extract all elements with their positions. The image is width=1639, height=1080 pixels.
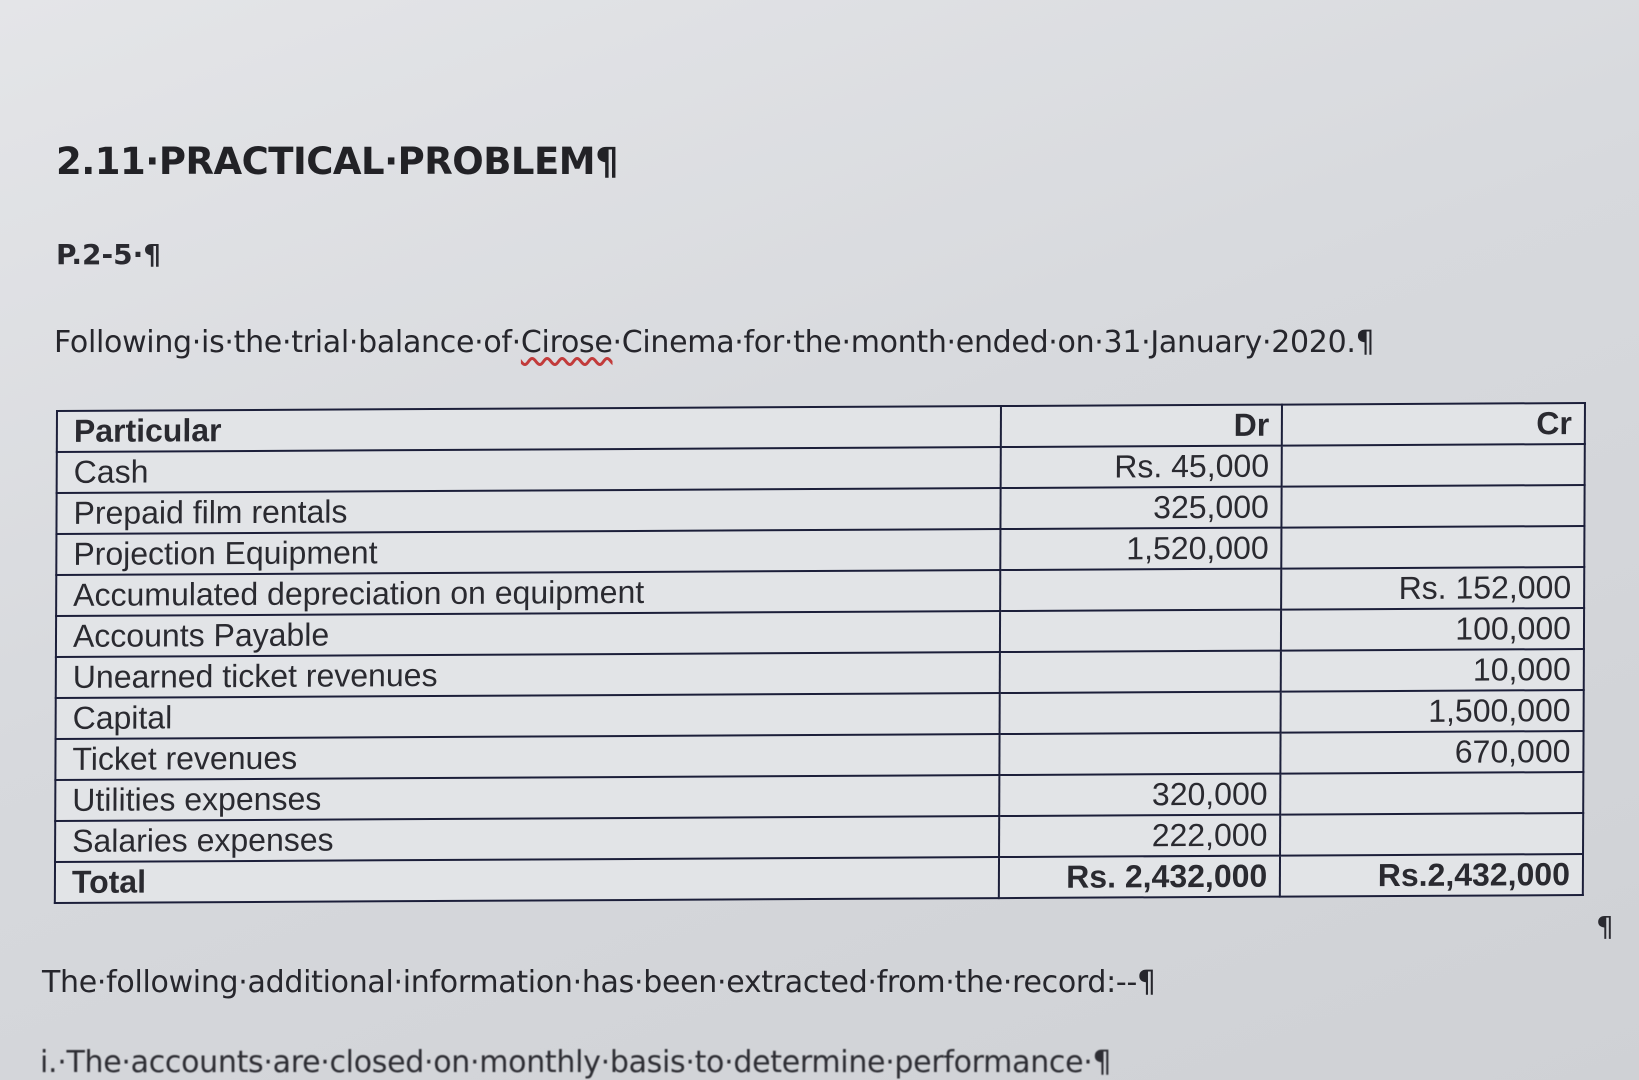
cell-particular: Ticket revenues xyxy=(55,734,999,780)
header-cr: Cr xyxy=(1282,403,1585,446)
cell-cr xyxy=(1280,813,1583,856)
cell-particular: Accumulated depreciation on equipment xyxy=(56,570,1000,616)
cell-cr: 670,000 xyxy=(1281,731,1584,774)
table-total-row xyxy=(55,854,1583,903)
header-dr: Dr xyxy=(1000,405,1282,447)
intro-paragraph xyxy=(54,325,1374,360)
section-heading: 2.11·PRACTICAL·PROBLEM¶ xyxy=(56,140,619,183)
cell-particular: Accounts Payable xyxy=(56,611,1000,657)
cell-particular: Salaries expenses xyxy=(55,816,999,862)
cell-cr: 100,000 xyxy=(1281,608,1584,651)
cell-cr xyxy=(1282,485,1585,528)
cell-dr: 320,000 xyxy=(999,774,1281,816)
cell-dr xyxy=(999,610,1281,652)
cell-dr: 222,000 xyxy=(999,815,1281,857)
cell-cr xyxy=(1281,772,1584,815)
list-item-i: i.·The·accounts·are·closed·on·monthly·basis·to·determine·performance·¶ xyxy=(40,1045,1112,1080)
cell-cr: 10,000 xyxy=(1281,649,1584,692)
cell-cr xyxy=(1282,526,1585,569)
cell-particular: Utilities expenses xyxy=(55,775,999,821)
problem-number: P.2-5·¶ xyxy=(56,238,162,271)
header-particular: Particular xyxy=(57,406,1001,452)
cell-dr xyxy=(999,733,1281,775)
cell-particular: Unearned ticket revenues xyxy=(56,652,1000,698)
trial-balance-table xyxy=(54,402,1586,904)
cell-dr xyxy=(1000,569,1282,611)
company-name: Cirose xyxy=(520,325,613,360)
cell-particular: Capital xyxy=(56,693,1000,739)
cell-dr: 1,520,000 xyxy=(1000,528,1282,570)
additional-info-text: The·following·additional·information·has·been·extracted·from·the·record:--¶ xyxy=(42,965,1156,1000)
intro-text-start: Following·is·the·trial·balance·of· xyxy=(54,325,521,360)
cell-cr: 1,500,000 xyxy=(1281,690,1584,733)
total-label: Total xyxy=(55,857,999,903)
total-dr: Rs. 2,432,000 xyxy=(998,856,1280,898)
cell-cr: Rs. 152,000 xyxy=(1281,567,1584,610)
cell-particular: Cash xyxy=(57,447,1001,493)
cell-cr xyxy=(1282,444,1585,487)
table-body xyxy=(55,444,1585,903)
intro-text-end: ·Cinema·for·the·month·ended·on·31·January·2020.¶ xyxy=(612,325,1375,360)
paragraph-mark: ¶ xyxy=(1596,910,1614,943)
cell-dr xyxy=(999,651,1281,693)
cell-particular: Projection Equipment xyxy=(56,529,1000,575)
cell-dr: Rs. 45,000 xyxy=(1000,446,1282,488)
cell-particular: Prepaid film rentals xyxy=(56,488,1000,534)
cell-dr: 325,000 xyxy=(1000,487,1282,529)
cell-dr xyxy=(999,692,1281,734)
total-cr: Rs.2,432,000 xyxy=(1280,854,1583,897)
trial-balance-wrapper xyxy=(54,402,1586,904)
